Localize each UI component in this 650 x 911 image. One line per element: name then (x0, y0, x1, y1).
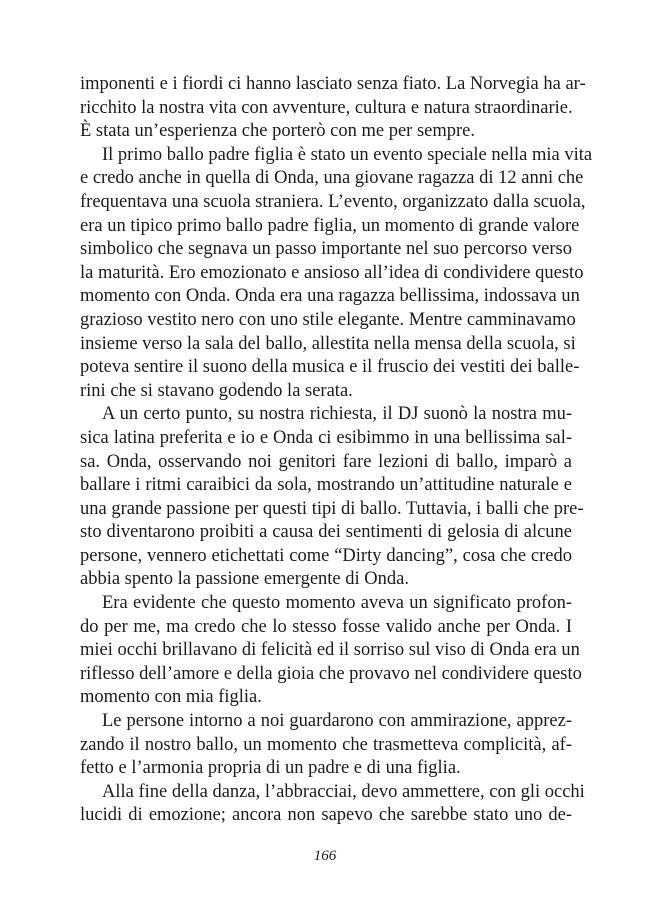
text-line: ricchito la nostra vita con avventure, cultura e natura straordinarie. (80, 97, 573, 118)
text-line: simbolico che segnava un passo importante nel suo percorso verso (80, 239, 572, 260)
text-line: zando il nostro ballo, un momento che trasmetteva complicità, af- (80, 734, 572, 755)
text-line: ballare i ritmi caraibici da sola, mostrando un’attitudine naturale e (80, 475, 572, 496)
text-line: insieme verso la sala del ballo, allestita nella mensa della scuola, si (80, 333, 576, 354)
text-line: momento con mia figlia. (80, 687, 262, 708)
text-line: frequentava una scuola straniera. L’evento, organizzato dalla scuola, (80, 191, 586, 212)
text-line: fetto e l’armonia propria di un padre e di una figlia. (80, 758, 461, 779)
text-line: grazioso vestito nero con uno stile elegante. Mentre camminavamo (80, 309, 576, 330)
text-line: Il primo ballo padre figlia è stato un evento speciale nella mia vita (102, 144, 593, 165)
page-number: 166 (313, 848, 337, 864)
text-line: do per me, ma credo che lo stesso fosse valido anche per Onda. I (80, 616, 572, 637)
text-line: È stata un’esperienza che porterò con me per sempre. (80, 121, 475, 142)
text-line: era un tipico primo ballo padre figlia, un momento di grande valore (80, 215, 580, 236)
text-line: miei occhi brillavano di felicità ed il sorriso sul viso di Onda era un (80, 640, 580, 661)
text-line: sa. Onda, osservando noi genitori fare lezioni di ballo, imparò a (80, 451, 572, 472)
text-line: rini che si stavano godendo la serata. (80, 380, 353, 401)
text-line: momento con Onda. Onda era una ragazza bellissima, indossava un (80, 286, 580, 307)
text-line: e credo anche in quella di Onda, una giovane ragazza di 12 anni che (80, 168, 584, 189)
text-line: riflesso dell’amore e della gioia che provavo nel condividere questo (80, 663, 582, 684)
body-text (80, 73, 593, 828)
text-line: poteva sentire il suono della musica e il fruscio dei vestiti dei balle- (80, 357, 580, 378)
text-line: Alla fine della danza, l’abbracciai, devo ammettere, con gli occhi (102, 781, 585, 802)
text-line: Era evidente che questo momento aveva un significato profon- (102, 593, 572, 614)
text-line: imponenti e i fiordi ci hanno lasciato senza fiato. La Norvegia ha ar- (80, 74, 586, 94)
text-line: una grande passione per questi tipi di ballo. Tuttavia, i balli che pre- (80, 498, 584, 519)
text-line: la maturità. Ero emozionato e ansioso all’idea di condividere questo (80, 262, 584, 283)
text-line: Le persone intorno a noi guardarono con ammirazione, apprez- (102, 711, 572, 732)
text-line: persone, vennero etichettati come “Dirty dancing”, cosa che credo (80, 545, 572, 566)
text-line: A un certo punto, su nostra richiesta, il DJ suonò la nostra mu- (102, 404, 572, 425)
text-line: sica latina preferita e io e Onda ci esibimmo in una bellissima sal- (80, 427, 572, 448)
text-line: sto diventarono proibiti a causa dei sentimenti di gelosia di alcune (80, 522, 572, 543)
text-line: lucidi di emozione; ancora non sapevo che sarebbe stato uno de- (80, 805, 572, 826)
text-line: abbia spento la passione emergente di Onda. (80, 569, 409, 590)
